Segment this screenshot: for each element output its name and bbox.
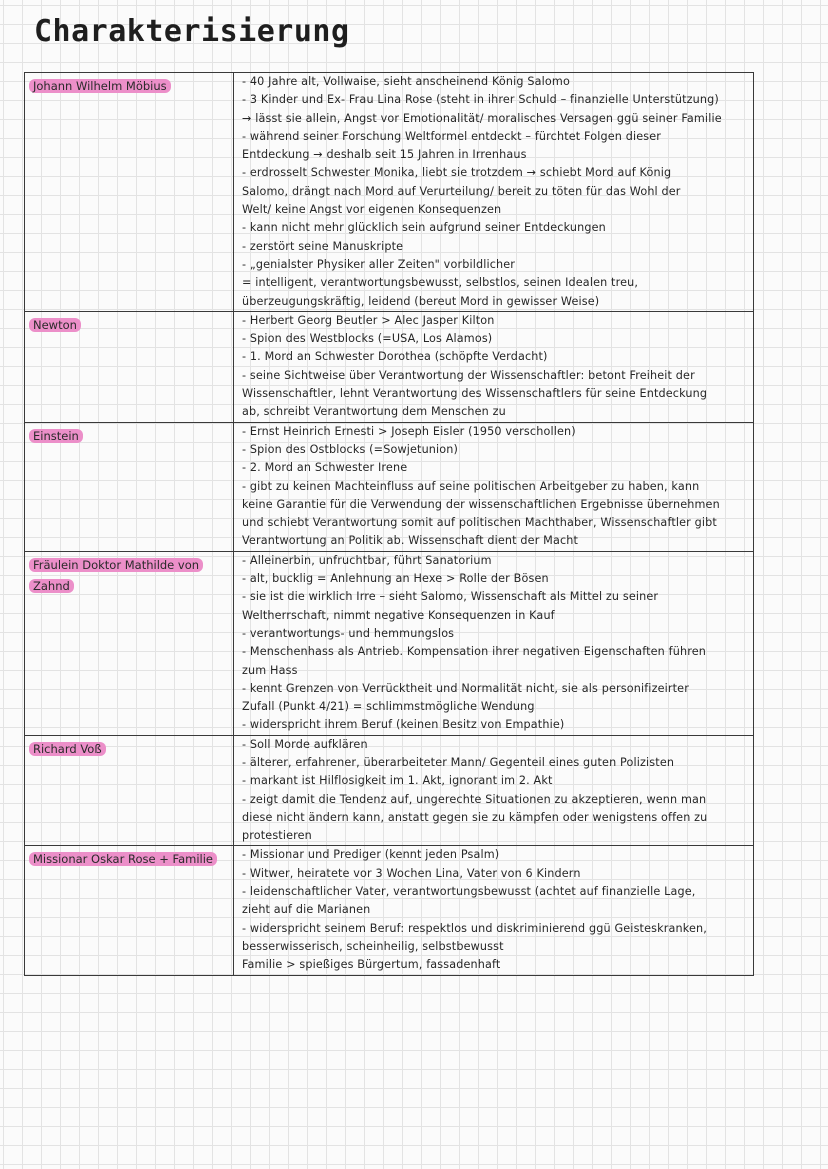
character-name-cell: [25, 551, 234, 735]
note-line: protestieren: [242, 829, 312, 843]
note-line: - „genialster Physiker aller Zeiten" vorbildlicher: [242, 257, 516, 271]
note-line: - sie ist die wirklich Irre – sieht Salomo, Wissenschaft als Mittel zu seiner: [242, 590, 659, 604]
character-notes-cell: [234, 551, 754, 735]
note-line: - widerspricht seinem Beruf: respektlos und diskriminierend ggü Geisteskranken,: [242, 921, 707, 935]
note-line: - Missionar und Prediger (kennt jeden Psalm): [242, 848, 500, 862]
character-name-highlight: Einstein: [29, 429, 83, 443]
character-row: [25, 311, 754, 422]
page-title: Charakterisierung: [34, 14, 350, 49]
character-name-highlight: Missionar Oskar Rose + Familie: [29, 852, 217, 866]
character-name-highlight: Fräulein Doktor Mathilde von Zahnd: [29, 558, 203, 593]
note-line: überzeugungskräftig, leidend (bereut Mord in gewisser Weise): [242, 294, 600, 308]
note-line: - alt, bucklig = Anlehnung an Hexe > Rolle der Bösen: [242, 572, 549, 586]
note-line: - seine Sichtweise über Verantwortung der Wissenschaftler: betont Freiheit der: [242, 368, 695, 382]
character-name-cell: [25, 846, 234, 975]
character-notes-cell: [234, 73, 754, 312]
note-line: zum Hass: [242, 663, 298, 677]
note-line: → lässt sie allein, Angst vor Emotionalität/ moralisches Versagen ggü seiner Familie: [242, 111, 722, 125]
note-line: - älterer, erfahrener, überarbeiteter Mann/ Gegenteil eines guten Polizisten: [242, 755, 675, 769]
note-line: - während seiner Forschung Weltformel entdeckt – fürchtet Folgen dieser: [242, 129, 662, 143]
note-line: - erdrosselt Schwester Monika, liebt sie trotzdem → schiebt Mord auf König: [242, 166, 672, 180]
note-line: - zerstört seine Manuskripte: [242, 239, 404, 253]
character-name-highlight: Richard Voß: [29, 742, 106, 756]
character-row: [25, 735, 754, 846]
note-line: - widerspricht ihrem Beruf (keinen Besitz von Empathie): [242, 718, 565, 732]
note-line: diese nicht ändern kann, anstatt gegen sie zu kämpfen oder wenigstens offen zu: [242, 810, 708, 824]
note-line: keine Garantie für die Verwendung der wissenschaftlichen Ergebnisse übernehmen: [242, 497, 720, 511]
note-line: Salomo, drängt nach Mord auf Verurteilung/ bereit zu töten für das Wohl der: [242, 184, 681, 198]
note-line: zieht auf die Marianen: [242, 903, 371, 917]
note-line: Wissenschaftler, lehnt Verantwortung des Wissenschaftlers für seine Entdeckung: [242, 387, 708, 401]
note-line: Entdeckung → deshalb seit 15 Jahren in Irrenhaus: [242, 148, 527, 162]
character-name-cell: [25, 735, 234, 846]
character-notes-cell: [234, 311, 754, 422]
note-line: - Spion des Westblocks (=USA, Los Alamos): [242, 332, 493, 346]
character-name-cell: [25, 311, 234, 422]
note-line: - zeigt damit die Tendenz auf, ungerechte Situationen zu akzeptieren, wenn man: [242, 792, 707, 806]
character-row: [25, 846, 754, 975]
character-name-cell: [25, 422, 234, 551]
note-line: - 40 Jahre alt, Vollwaise, sieht anscheinend König Salomo: [242, 75, 570, 88]
note-line: Zufall (Punkt 4/21) = schlimmstmögliche Wendung: [242, 700, 535, 714]
note-line: - Menschenhass als Antrieb. Kompensation ihrer negativen Eigenschaften führen: [242, 645, 706, 659]
note-line: besserwisserisch, scheinheilig, selbstbewusst: [242, 939, 504, 953]
note-line: Weltherrschaft, nimmt negative Konsequenzen in Kauf: [242, 608, 555, 622]
note-line: - kennt Grenzen von Verrücktheit und Normalität nicht, sie als personifizeirter: [242, 681, 689, 695]
character-row: [25, 551, 754, 735]
note-line: - gibt zu keinen Machteinfluss auf seine politischen Arbeitgeber zu haben, kann: [242, 479, 700, 493]
note-line: - verantwortungs- und hemmungslos: [242, 626, 455, 640]
note-line: - leidenschaftlicher Vater, verantwortungsbewusst (achtet auf finanzielle Lage,: [242, 885, 696, 899]
character-name-cell: [25, 73, 234, 312]
note-line: - markant ist Hilflosigkeit im 1. Akt, ignorant im 2. Akt: [242, 774, 553, 788]
note-line: = intelligent, verantwortungsbewusst, selbstlos, seinen Idealen treu,: [242, 276, 639, 290]
character-notes-cell: [234, 422, 754, 551]
note-line: - Spion des Ostblocks (=Sowjetunion): [242, 442, 459, 456]
note-line: - 2. Mord an Schwester Irene: [242, 461, 408, 475]
note-line: Verantwortung an Politik ab. Wissenschaft dient der Macht: [242, 534, 579, 548]
character-notes-cell: [234, 735, 754, 846]
note-line: - 1. Mord an Schwester Dorothea (schöpfte Verdacht): [242, 350, 548, 364]
character-row: [25, 422, 754, 551]
character-row: [25, 73, 754, 312]
characterization-table: [24, 72, 754, 976]
character-notes-cell: [234, 846, 754, 975]
character-name-highlight: Johann Wilhelm Möbius: [29, 79, 171, 93]
note-line: und schiebt Verantwortung somit auf politischen Machthaber, Wissenschaftler gibt: [242, 516, 717, 530]
character-name-highlight: Newton: [29, 318, 81, 332]
note-line: Welt/ keine Angst vor eigenen Konsequenzen: [242, 203, 502, 217]
note-line: - Ernst Heinrich Ernesti > Joseph Eisler (1950 verschollen): [242, 424, 576, 438]
note-line: ab, schreibt Verantwortung dem Menschen zu: [242, 405, 506, 419]
note-line: Familie > spießiges Bürgertum, fassadenhaft: [242, 958, 501, 972]
note-line: - Witwer, heiratete vor 3 Wochen Lina, Vater von 6 Kindern: [242, 866, 581, 880]
note-line: - 3 Kinder und Ex- Frau Lina Rose (steht in ihrer Schuld – finanzielle Unterstützung): [242, 93, 719, 107]
note-line: - Herbert Georg Beutler > Alec Jasper Kilton: [242, 313, 495, 327]
note-line: - kann nicht mehr glücklich sein aufgrund seiner Entdeckungen: [242, 221, 606, 235]
note-line: - Soll Morde aufklären: [242, 737, 368, 751]
note-line: - Alleinerbin, unfruchtbar, führt Sanatorium: [242, 553, 492, 567]
